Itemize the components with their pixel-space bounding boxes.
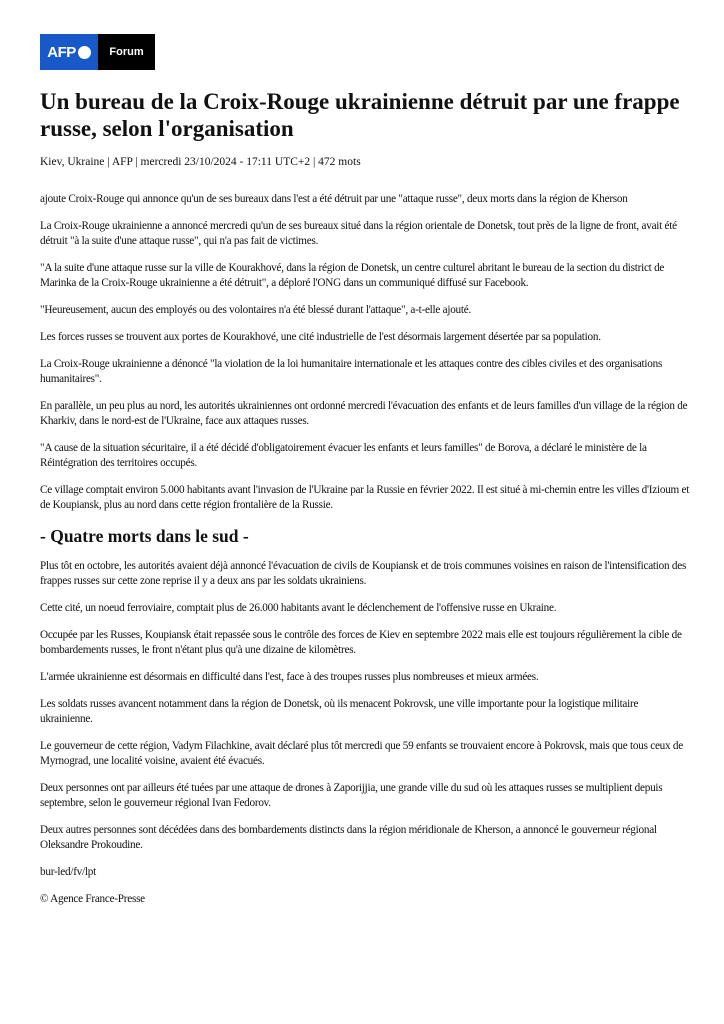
article-paragraph: Le gouverneur de cette région, Vadym Filachkine, avait déclaré plus tôt mercredi que 59 enfants se trouvaient encore à Pokrovsk, mais que tous ceux de Myrnograd, une localité voisine, avaient été évacués. bbox=[40, 740, 683, 767]
article-paragraph: Occupée par les Russes, Koupiansk était repassée sous le contrôle des forces de Kiev en septembre 2022 mais elle est toujours régulièrement la cible de bombardements russes, le front n'étant plus qu'à une dizaine de kilomètres. bbox=[40, 629, 682, 656]
copyright-notice: © Agence France-Presse bbox=[40, 893, 145, 905]
afp-forum-logo bbox=[40, 34, 155, 70]
article-paragraph: Deux personnes ont par ailleurs été tuées par une attaque de drones à Zaporijjia, une grande ville du sud où les attaques russes se multiplient depuis septembre, selon le gouverneur régional Ivan Fedorov. bbox=[40, 782, 663, 809]
article-paragraph: ajoute Croix-Rouge qui annonce qu'un de ses bureaux dans l'est a été détruit par une "attaque russe", deux morts dans la région de Kherson bbox=[40, 193, 628, 205]
afp-logo bbox=[40, 34, 98, 70]
article-title: Un bureau de la Croix-Rouge ukrainienne détruit par une frappe russe, selon l'organisation bbox=[40, 89, 680, 141]
article-signature: bur-led/fv/lpt bbox=[40, 866, 96, 878]
article-paragraph: L'armée ukrainienne est désormais en difficulté dans l'est, face à des troupes russes plus nombreuses et mieux armées. bbox=[40, 671, 539, 683]
article-paragraph: "A cause de la situation sécuritaire, il a été décidé d'obligatoirement évacuer les enfants et leurs familles" de Borova, a déclaré le ministère de la Réintégration des territoires occupés. bbox=[40, 442, 647, 469]
article-paragraph: Cette cité, un noeud ferroviaire, comptait plus de 26.000 habitants avant le déclenchement de l'offensive russe en Ukraine. bbox=[40, 602, 557, 614]
afp-logo-dot-icon bbox=[78, 46, 91, 59]
article-paragraph: Deux autres personnes sont décédées dans des bombardements distincts dans la région méridionale de Kherson, a annoncé le gouverneur régional Oleksandre Prokoudine. bbox=[40, 824, 657, 851]
article-body bbox=[40, 192, 690, 919]
article-paragraph: En parallèle, un peu plus au nord, les autorités ukrainiennes ont ordonné mercredi l'évacuation des enfants et de leurs familles d'un village de la région de Kharkiv, dans le nord-est de l'Ukraine, face aux attaques russes. bbox=[40, 400, 688, 427]
forum-label: Forum bbox=[98, 34, 155, 70]
article-paragraph: Les soldats russes avancent notamment dans la région de Donetsk, où ils menacent Pokrovsk, une ville importante pour la logistique militaire ukrainienne. bbox=[40, 698, 639, 725]
article-byline: Kiev, Ukraine | AFP | mercredi 23/10/2024 - 17:11 UTC+2 | 472 mots bbox=[40, 156, 361, 168]
afp-logo-text: AFP bbox=[47, 43, 76, 61]
article-paragraph: Plus tôt en octobre, les autorités avaient déjà annoncé l'évacuation de civils de Koupiansk et de trois communes voisines en raison de l'intensification des frappes russes sur cette zone reprise il y a deux ans par les soldats ukrainiens. bbox=[40, 560, 687, 587]
article-paragraph: Les forces russes se trouvent aux portes de Kourakhové, une cité industrielle de l'est désormais largement désertée par sa population. bbox=[40, 331, 601, 343]
article-paragraph: Ce village comptait environ 5.000 habitants avant l'invasion de l'Ukraine par la Russie en février 2022. Il est situé à mi-chemin entre les villes d'Izioum et de Koupiansk, plus au nord dans cette région frontalière de la Russie. bbox=[40, 484, 690, 511]
article-paragraph: "Heureusement, aucun des employés ou des volontaires n'a été blessé durant l'attaque", a-t-elle ajouté. bbox=[40, 304, 472, 316]
article-paragraph: "A la suite d'une attaque russe sur la ville de Kourakhové, dans la région de Donetsk, un centre culturel abritant le bureau de la section du district de Marinka de la Croix-Rouge ukrainienne a été détruit", a déploré l'ONG dans un communiqué diffusé sur Facebook. bbox=[40, 262, 665, 289]
article-paragraph: La Croix-Rouge ukrainienne a annoncé mercredi qu'un de ses bureaux situé dans la région orientale de Donetsk, tout près de la ligne de front, avait été détruit "à la suite d'une attaque russe", qui n'a pas fait de victimes. bbox=[40, 220, 677, 247]
article-subheading: - Quatre morts dans le sud - bbox=[40, 526, 249, 546]
article-paragraph: La Croix-Rouge ukrainienne a dénoncé "la violation de la loi humanitaire internationale et les attaques contre des cibles civiles et des organisations humanitaires". bbox=[40, 358, 663, 385]
